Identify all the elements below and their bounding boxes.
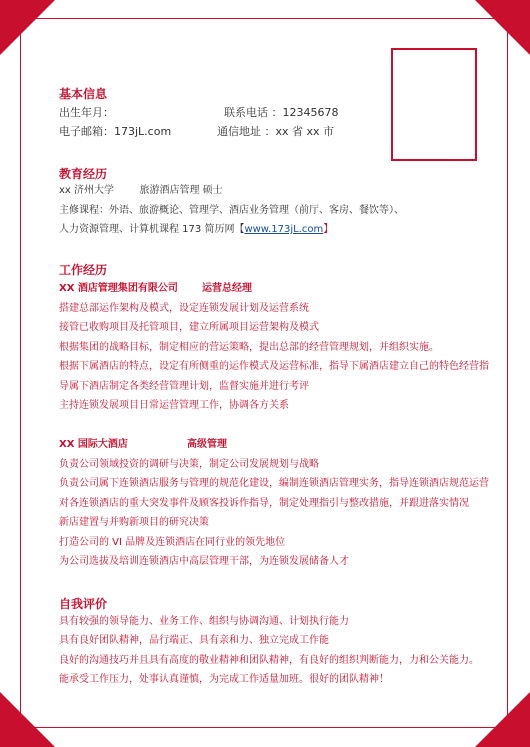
self-eval-line: 能承受工作压力，处事认真谨慎，为完成工作适量加班。很好的团队精神！: [59, 674, 389, 685]
job-2-duty: 负责公司属下连锁酒店服务与管理的规范化建设，编制连锁酒店管理实务，指导连锁酒店规范运营: [59, 478, 489, 489]
phone-row: [224, 106, 339, 120]
section-title-self-evaluation: 自我评价: [59, 597, 108, 611]
address-row: [217, 125, 334, 139]
job-2-duty: 为公司选拔及培训连锁酒店中高层管理干部，为连锁发展储备人才: [59, 556, 349, 567]
phone-value: 12345678: [282, 106, 339, 119]
email-row: [59, 125, 171, 139]
education-courses-line-1: 主修课程：外语、旅游概论、管理学、酒店业务管理（前厅、客房、餐饮等）、: [59, 205, 404, 216]
courses-prefix: 人力资源管理、计算机课程 173 简历网【: [59, 224, 245, 235]
job-1-duty: 根据集团的战略目标，制定相应的营运策略，提出总部的经营管理规划，并组织实施。: [59, 342, 439, 353]
website-link[interactable]: www.173jL.com: [244, 224, 324, 235]
self-eval-line: 具有良好团队精神，品行端正、具有亲和力、独立完成工作能: [59, 635, 329, 646]
job-1-company: XX 酒店管理集团有限公司: [59, 283, 178, 294]
job-1-duty: 接管已收购项目及托管项目，建立所属项目运营架构及模式: [59, 322, 319, 333]
education-school-line: xx 济州大学 旅游酒店管理 硕士: [59, 185, 223, 196]
email-value: 173jL.com: [114, 125, 172, 138]
job-1-duty: 导属下酒店制定各类经营管理计划，监督实施并进行考评: [59, 381, 309, 392]
birth-row: [59, 106, 114, 120]
job-2-duty: 负责公司领域投资的调研与决策，制定公司发展规划与战略: [59, 459, 319, 470]
address-label: 通信地址 ：: [217, 125, 276, 138]
job-1-position: 运营总经理: [202, 283, 252, 294]
job-2-duty: 打造公司的 VI 品牌及连锁酒店在同行业的领先地位: [59, 537, 286, 548]
education-courses-line-2: [59, 223, 333, 237]
job-1-duty: 主持连锁发展项目日常运营管理工作，协调各方关系: [59, 400, 289, 411]
job-1-duty: 根据下属酒店的特点，设定有所侧重的运作模式及运营标准，指导下属酒店建立自己的特色经营指: [59, 361, 489, 372]
phone-label: 联系电话 ：: [224, 106, 283, 119]
job-2-duty: 新店建置与并购新项目的研究决策: [59, 517, 209, 528]
address-value: xx 省 xx 市: [275, 125, 335, 138]
job-2-duty: 对各连锁酒店的重大突发事件及顾客投诉作指导，制定处理指引与整改措施，并跟进落实情况: [59, 498, 469, 509]
email-label: 电子邮箱：: [59, 125, 114, 138]
self-eval-line: 具有较强的领导能力、业务工作、组织与协调沟通、计划执行能力: [59, 616, 349, 627]
birth-label: 出生年月：: [59, 106, 114, 119]
job-1-duty: 搭建总部运作架构及模式，设定连锁发展计划及运营系统: [59, 303, 309, 314]
photo-placeholder: [391, 48, 477, 161]
section-title-education: 教育经历: [59, 167, 108, 181]
job-2-company: XX 国际大酒店: [59, 439, 128, 450]
section-title-basic: 基本信息: [59, 87, 108, 101]
job-2-position: 高级管理: [187, 439, 227, 450]
section-title-work: 工作经历: [59, 263, 108, 277]
courses-suffix: 】: [323, 224, 334, 235]
self-eval-line: 良好的沟通技巧并且具有高度的敬业精神和团队精神，有良好的组织判断能力，力和公关能力。: [59, 655, 479, 666]
